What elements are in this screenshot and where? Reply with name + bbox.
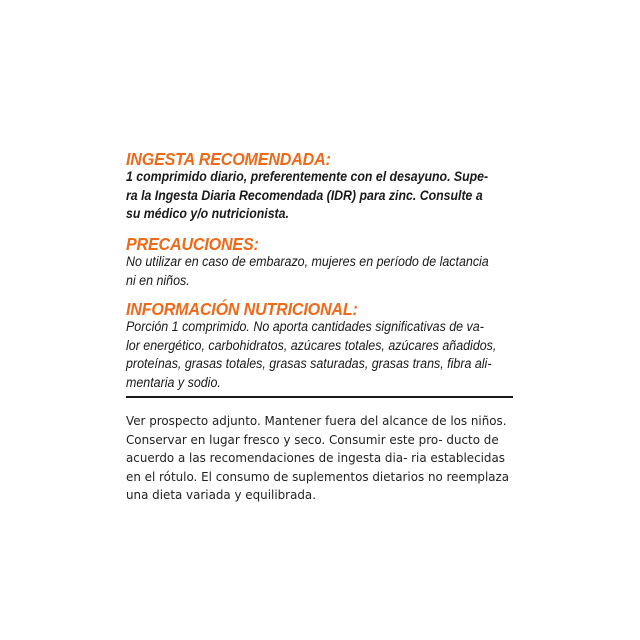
section-divider xyxy=(126,396,513,398)
informacion-line: mentaria y sodio. xyxy=(126,374,221,390)
precauciones-line: No utilizar en caso de embarazo, mujeres en período de lactancia xyxy=(126,254,489,269)
ingesta-text xyxy=(126,168,494,224)
informacion-line: Porción 1 comprimido. No aporta cantidades significativas de va- xyxy=(126,319,484,334)
informacion-line: lor energético, carbohidratos, azúcares totales, azúcares añadidos, xyxy=(126,337,497,353)
ingesta-line: ra la Ingesta Diaria Recomendada (IDR) para zinc. Consulte a xyxy=(126,187,483,203)
informacion-heading: INFORMACIÓN NUTRICIONAL: xyxy=(126,299,358,319)
aviso-line: niños. Conservar en lugar fresco y seco. Consumir este pro- xyxy=(126,413,507,447)
ingesta-line: su médico y/o nutricionista. xyxy=(126,206,289,221)
aviso-text xyxy=(126,412,510,505)
aviso-line: ducto de acuerdo a las recomendaciones de ingesta dia- xyxy=(126,431,499,465)
precauciones-text xyxy=(126,253,498,290)
ingesta-heading: INGESTA RECOMENDADA: xyxy=(126,149,331,169)
aviso-line: Ver prospecto adjunto. Mantener fuera del alcance de los xyxy=(126,413,468,428)
precauciones-line: ni en niños. xyxy=(126,272,190,288)
informacion-line: proteínas, grasas totales, grasas saturadas, grasas trans, fibra ali- xyxy=(126,356,492,371)
aviso-line: dietarios no reemplaza una dieta variada y equilibrada. xyxy=(126,468,510,502)
informacion-text xyxy=(126,318,498,392)
precauciones-heading: PRECAUCIONES: xyxy=(126,234,259,254)
ingesta-line: 1 comprimido diario, preferentemente con el desayuno. Supe- xyxy=(126,169,489,184)
aviso-line: ria establecidas en el rótulo. El consumo de suplementos xyxy=(126,450,505,484)
